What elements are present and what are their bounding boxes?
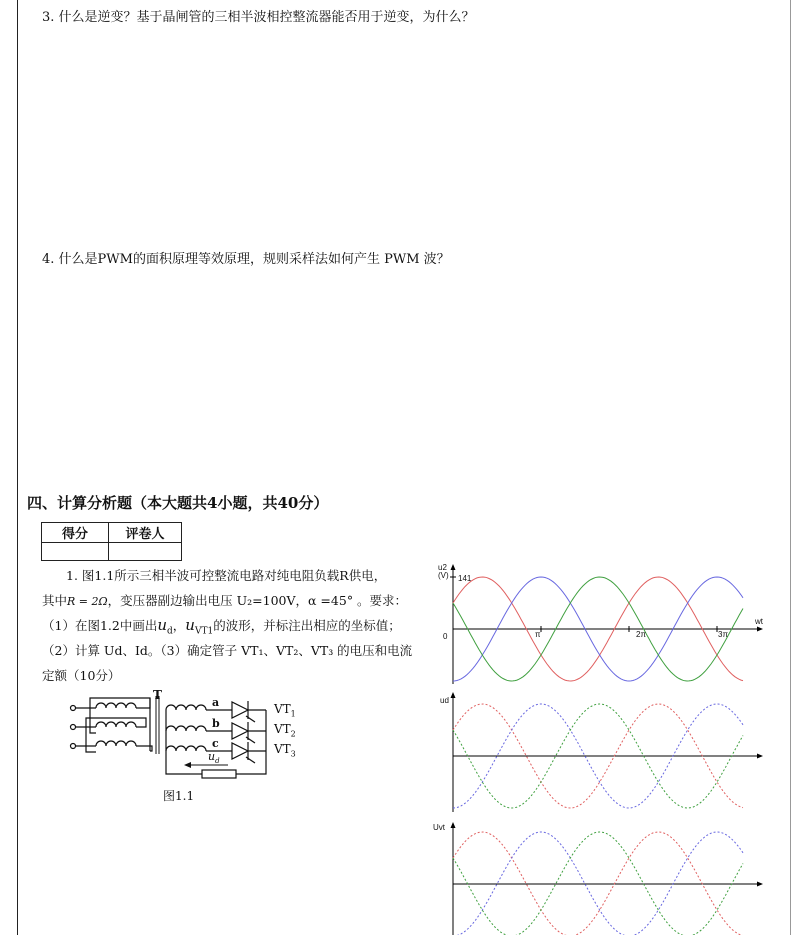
uvt-waveform-panel bbox=[451, 822, 764, 935]
tick-2pi-label: 2π bbox=[636, 630, 646, 639]
transformer-label: T bbox=[153, 688, 162, 702]
secondary-winding-c bbox=[166, 746, 206, 751]
phase-c-label: c bbox=[212, 737, 219, 750]
ud-x-arrow bbox=[757, 754, 763, 759]
uvt-x-arrow bbox=[757, 882, 763, 887]
primary-winding-c bbox=[96, 741, 136, 746]
vt2-label: $VT_2$ bbox=[274, 722, 296, 739]
score-cell[interactable] bbox=[42, 543, 109, 561]
section-title: 四、计算分析题（本大题共4小题，共40分） bbox=[27, 494, 329, 512]
load-resistor bbox=[202, 770, 236, 778]
thyristor-vt1 bbox=[232, 701, 255, 722]
waveform-figure-1-2 bbox=[428, 562, 773, 935]
vt1-label: $VT_1$ bbox=[274, 702, 296, 719]
primary-winding-b bbox=[96, 722, 136, 727]
thyristor-vt3 bbox=[232, 742, 255, 763]
ud-waveform-panel bbox=[451, 692, 764, 812]
phase-a-label: a bbox=[212, 696, 220, 709]
problem1-line4: （2）计算 Ud、Id。（3）确定管子 VT₁、VT₂、VT₃ 的电压和电流 bbox=[42, 643, 413, 658]
terminal-2 bbox=[71, 725, 76, 730]
u2-xlabel: wt bbox=[755, 617, 763, 626]
u2-ylabel: u2 (V) bbox=[438, 563, 449, 580]
score-header: 得分 bbox=[42, 523, 109, 543]
vt3-label: $VT_3$ bbox=[274, 742, 296, 759]
primary-winding-a bbox=[96, 703, 136, 708]
u2-peak-label: 141 bbox=[458, 574, 472, 583]
problem1-line2: 其中R = 2Ω，变压器副边输出电压 U₂=100V，α =45° 。要求： bbox=[42, 593, 408, 608]
thyristor-vt2 bbox=[232, 722, 255, 743]
ud-y-arrow bbox=[451, 692, 456, 698]
page-border-right bbox=[790, 0, 791, 935]
uvt-y-arrow bbox=[451, 822, 456, 828]
tick-pi-label: π bbox=[535, 630, 541, 639]
tick-3pi-label: 3π bbox=[718, 630, 728, 639]
problem1-line3: （1）在图1.2中画出$u_d$，$u_{VT1}$的波形，并标注出相应的坐标值； bbox=[42, 616, 401, 637]
score-table bbox=[41, 522, 182, 561]
u2-y-arrow bbox=[451, 564, 456, 570]
problem1-line1: 1. 图1.1所示三相半波可控整流电路对纯电阻负载R供电， bbox=[66, 568, 387, 583]
problem1-line5: 定额（10分） bbox=[42, 668, 121, 683]
terminal-3 bbox=[71, 744, 76, 749]
secondary-winding-a bbox=[166, 705, 206, 710]
grader-cell[interactable] bbox=[109, 543, 182, 561]
phase-b-label: b bbox=[212, 717, 220, 730]
u2-x-arrow bbox=[757, 627, 763, 632]
ud-label: $u_d$ bbox=[208, 750, 220, 766]
ud-ylabel: ud bbox=[440, 696, 449, 705]
question-3: 3. 什么是逆变？基于晶闸管的三相半波相控整流器能否用于逆变，为什么？ bbox=[42, 10, 475, 25]
page-border-left bbox=[17, 0, 18, 935]
u2-waveform-panel bbox=[450, 564, 763, 684]
grader-header: 评卷人 bbox=[109, 523, 182, 543]
question-4: 4. 什么是PWM的面积原理等效原理，规则采样法如何产生 PWM 波？ bbox=[42, 252, 450, 267]
u2-origin-label: 0 bbox=[443, 632, 448, 641]
secondary-winding-b bbox=[166, 726, 206, 731]
figure-caption: 图1.1 bbox=[163, 789, 195, 803]
uvt-ylabel: Uvt bbox=[433, 823, 445, 832]
terminal-1 bbox=[71, 706, 76, 711]
